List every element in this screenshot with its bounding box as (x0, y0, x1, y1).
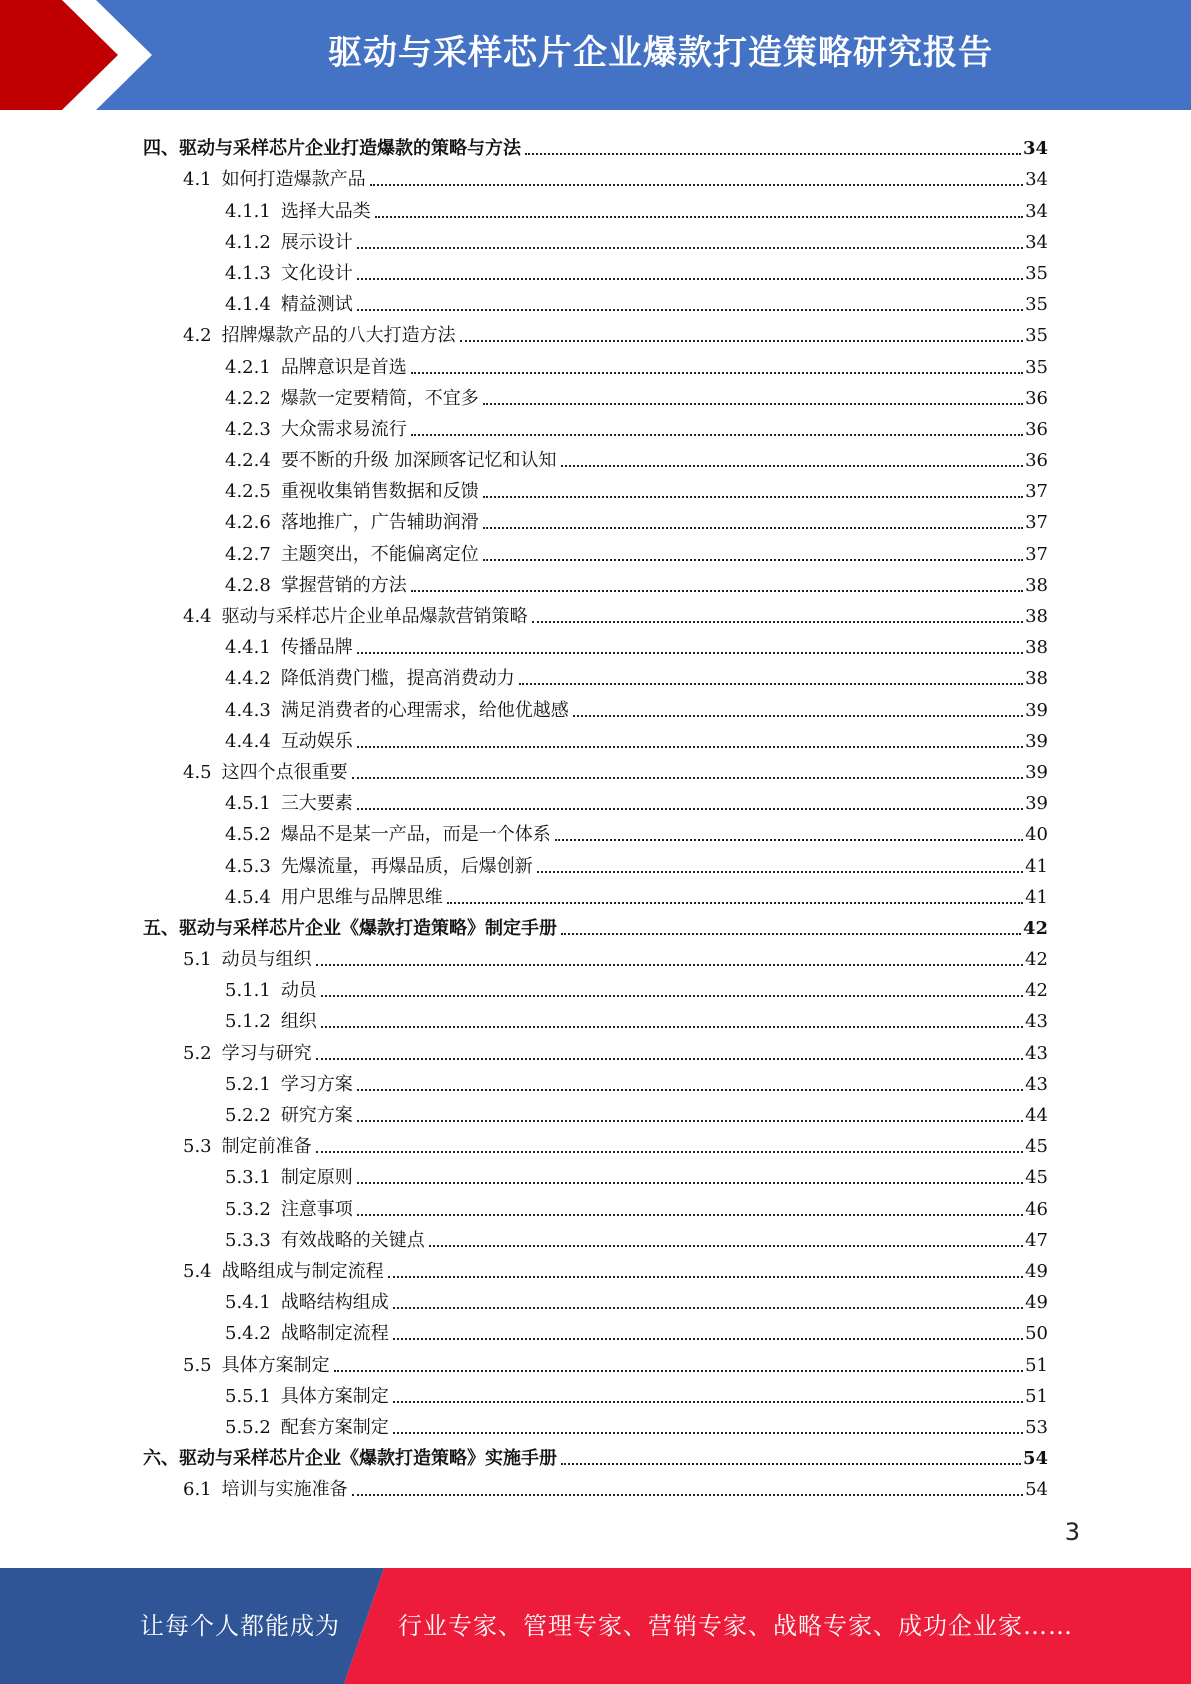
toc-entry-title: 选择大品类 (280, 200, 371, 222)
toc-dot-leader (357, 309, 1023, 311)
toc-entry-number: 5.2 (183, 1042, 212, 1064)
toc-entry-title: 培训与实施准备 (221, 1479, 348, 1501)
toc-entry-page: 45 (1025, 1167, 1048, 1189)
toc-entry-number: 5.3.3 (225, 1229, 271, 1251)
toc-entry-number: 5.4 (183, 1260, 212, 1282)
toc-entry-number: 5.5.1 (225, 1385, 271, 1407)
toc-entry[interactable] (143, 1033, 1048, 1064)
toc-dot-leader (460, 340, 1023, 342)
toc-entry-number: 5.5.2 (225, 1416, 271, 1438)
toc-entry-title: 四、驱动与采样芯片企业打造爆款的策略与方法 (143, 138, 521, 160)
toc-entry-number: 5.5 (183, 1354, 212, 1376)
toc-entry-title: 重视收集销售数据和反馈 (280, 481, 479, 503)
toc-dot-leader (411, 372, 1023, 374)
toc-entry-number: 4.5.3 (225, 855, 271, 877)
toc-dot-leader (357, 1089, 1023, 1091)
toc-entry-page: 49 (1025, 1292, 1048, 1314)
toc-dot-leader (357, 1214, 1023, 1216)
toc-entry-title: 展示设计 (280, 231, 353, 253)
toc-entry-number: 5.4.2 (225, 1323, 271, 1345)
toc-entry[interactable] (143, 316, 1048, 347)
toc-entry-title: 降低消费门槛，提高消费动力 (280, 668, 515, 690)
toc-dot-leader (561, 465, 1024, 467)
toc-dot-leader (561, 933, 1021, 935)
toc-entry[interactable] (143, 566, 1048, 597)
toc-dot-leader (393, 1307, 1023, 1309)
toc-entry-page: 34 (1025, 231, 1048, 253)
toc-entry[interactable] (143, 1002, 1048, 1033)
toc-entry-title: 战略组成与制定流程 (221, 1260, 384, 1282)
toc-entry-number: 4.2.2 (225, 387, 271, 409)
toc-entry-title: 要不断的升级 加深顾客记忆和认知 (280, 450, 557, 472)
toc-entry-title: 具体方案制定 (280, 1385, 389, 1407)
toc-entry-number: 5.1 (183, 949, 212, 971)
toc-entry-page: 54 (1025, 1479, 1048, 1501)
toc-dot-leader (429, 1245, 1023, 1247)
toc-entry-page: 34 (1022, 138, 1048, 160)
toc-dot-leader (483, 559, 1023, 561)
toc-entry-title: 学习方案 (280, 1073, 353, 1095)
toc-dot-leader (555, 839, 1023, 841)
toc-entry-title: 招牌爆款产品的八大打造方法 (221, 325, 456, 347)
toc-dot-leader (357, 808, 1023, 810)
toc-entry-title: 动员 (280, 980, 317, 1002)
toc-entry-title: 组织 (280, 1011, 317, 1033)
toc-entry-page: 53 (1025, 1416, 1048, 1438)
toc-entry-number: 4.5.1 (225, 793, 271, 815)
toc-entry[interactable] (143, 784, 1048, 815)
toc-dot-leader (357, 1120, 1023, 1122)
toc-entry[interactable] (143, 1065, 1048, 1096)
toc-dot-leader (537, 871, 1023, 873)
toc-entry[interactable] (143, 534, 1048, 565)
toc-entry-page: 42 (1025, 980, 1048, 1002)
toc-entry-page: 35 (1025, 356, 1048, 378)
table-of-contents (143, 129, 1048, 1501)
toc-entry-title: 注意事项 (280, 1198, 353, 1220)
toc-entry-number: 4.5.2 (225, 824, 271, 846)
toc-entry-page: 37 (1025, 512, 1048, 534)
toc-dot-leader (483, 496, 1023, 498)
toc-entry-number: 5.3.1 (225, 1167, 271, 1189)
toc-entry-number: 4.4.2 (225, 668, 271, 690)
toc-entry-number: 4.2.3 (225, 418, 271, 440)
toc-entry-title: 动员与组织 (221, 949, 312, 971)
toc-entry-title: 这四个点很重要 (221, 761, 348, 783)
toc-entry-title: 五、驱动与采样芯片企业《爆款打造策略》制定手册 (143, 917, 557, 939)
toc-entry-number: 5.2.1 (225, 1073, 271, 1095)
toc-entry-number: 4.4 (183, 606, 212, 627)
toc-entry-title: 品牌意识是首选 (280, 356, 407, 378)
toc-entry[interactable] (143, 815, 1048, 846)
toc-entry-title: 配套方案制定 (280, 1416, 389, 1438)
toc-entry-title: 主题突出，不能偏离定位 (280, 543, 479, 565)
toc-entry[interactable] (143, 160, 1048, 191)
toc-entry-title: 三大要素 (280, 793, 353, 815)
toc-entry-page: 49 (1025, 1260, 1048, 1282)
toc-entry[interactable] (143, 379, 1048, 410)
toc-entry-page: 36 (1025, 450, 1048, 472)
toc-dot-leader (411, 590, 1023, 592)
toc-entry-title: 掌握营销的方法 (280, 574, 407, 596)
toc-dot-leader (447, 902, 1023, 904)
toc-entry-page: 43 (1025, 1073, 1048, 1095)
toc-entry-title: 爆品不是某一产品，而是一个体系 (280, 824, 551, 846)
toc-entry[interactable] (143, 1283, 1048, 1314)
toc-entry-title: 战略结构组成 (280, 1292, 389, 1314)
toc-entry[interactable] (143, 722, 1048, 753)
toc-dot-leader (370, 184, 1023, 186)
toc-entry-title: 制定前准备 (221, 1136, 312, 1158)
toc-entry[interactable] (143, 940, 1048, 971)
toc-entry[interactable] (143, 191, 1048, 222)
toc-entry[interactable] (143, 909, 1048, 940)
toc-entry-number: 4.1.2 (225, 231, 271, 253)
toc-entry-title: 文化设计 (280, 262, 353, 284)
toc-entry-page: 43 (1025, 1042, 1048, 1064)
toc-entry-page: 45 (1025, 1136, 1048, 1158)
toc-entry-number: 4.4.1 (225, 637, 271, 659)
toc-entry[interactable] (143, 472, 1048, 503)
toc-entry[interactable] (143, 1221, 1048, 1252)
toc-dot-leader (573, 715, 1023, 717)
footer-slogan-right: 行业专家、管理专家、营销专家、战略专家、成功企业家…… (398, 1612, 1073, 1640)
toc-dot-leader (561, 1463, 1021, 1465)
toc-entry-page: 41 (1025, 855, 1048, 877)
toc-entry-page: 35 (1025, 325, 1048, 347)
toc-entry[interactable] (143, 690, 1048, 721)
toc-dot-leader (321, 995, 1023, 997)
toc-entry-number: 4.2.4 (225, 450, 271, 472)
toc-entry-title: 互动娱乐 (280, 730, 353, 752)
toc-entry[interactable] (143, 753, 1048, 784)
toc-entry[interactable] (143, 441, 1048, 472)
toc-entry-title: 战略制定流程 (280, 1323, 389, 1345)
toc-entry-page: 39 (1025, 730, 1048, 752)
toc-entry-number: 4.2.8 (225, 574, 271, 596)
toc-dot-leader (334, 1370, 1023, 1372)
toc-entry-page: 34 (1025, 169, 1048, 191)
toc-dot-leader (483, 403, 1023, 405)
toc-entry-number: 4.5 (183, 761, 212, 783)
toc-entry-number: 4.1.1 (225, 200, 271, 222)
toc-entry-number: 4.1 (183, 169, 212, 191)
toc-entry-number: 5.4.1 (225, 1292, 271, 1314)
toc-entry-page: 36 (1025, 418, 1048, 440)
toc-entry-title: 六、驱动与采样芯片企业《爆款打造策略》实施手册 (143, 1448, 557, 1470)
toc-entry-page: 39 (1025, 699, 1048, 721)
toc-entry[interactable] (143, 503, 1048, 534)
toc-entry-number: 6.1 (183, 1479, 212, 1501)
toc-entry[interactable] (143, 1470, 1048, 1501)
toc-entry-page: 39 (1025, 761, 1048, 783)
toc-entry[interactable] (143, 347, 1048, 378)
toc-entry[interactable] (143, 846, 1048, 877)
toc-dot-leader (357, 1182, 1023, 1184)
toc-entry[interactable] (143, 878, 1048, 909)
toc-entry-title: 研究方案 (280, 1105, 353, 1126)
toc-entry-page: 41 (1025, 886, 1048, 908)
toc-entry-number: 4.4.4 (225, 730, 271, 752)
toc-entry-page: 37 (1025, 543, 1048, 565)
toc-dot-leader (393, 1338, 1023, 1340)
toc-entry-page: 35 (1025, 294, 1048, 316)
toc-entry[interactable] (143, 628, 1048, 659)
toc-entry-number: 5.1.2 (225, 1011, 271, 1033)
toc-entry-title: 学习与研究 (221, 1042, 312, 1064)
toc-entry[interactable] (143, 597, 1048, 628)
toc-entry-title: 用户思维与品牌思维 (280, 886, 443, 908)
toc-entry-number: 4.2 (183, 325, 212, 347)
toc-entry-title: 如何打造爆款产品 (221, 169, 366, 191)
toc-dot-leader (388, 1276, 1023, 1278)
toc-entry-page: 44 (1025, 1105, 1048, 1126)
toc-dot-leader (357, 247, 1023, 249)
toc-entry-number: 4.2.5 (225, 481, 271, 503)
toc-entry[interactable] (143, 223, 1048, 254)
toc-entry-page: 43 (1025, 1011, 1048, 1033)
toc-entry-page: 46 (1025, 1198, 1048, 1220)
toc-entry[interactable] (143, 1314, 1048, 1345)
page-footer (0, 1568, 1191, 1684)
toc-entry-title: 驱动与采样芯片企业单品爆款营销策略 (221, 606, 528, 627)
toc-dot-leader (375, 216, 1023, 218)
toc-entry-page: 39 (1025, 793, 1048, 815)
toc-dot-leader (316, 1151, 1023, 1153)
toc-entry-number: 4.5.4 (225, 886, 271, 908)
toc-entry[interactable] (143, 285, 1048, 316)
toc-entry-page: 47 (1025, 1229, 1048, 1251)
toc-entry-page: 51 (1025, 1385, 1048, 1407)
toc-entry-title: 落地推广，广告辅助润滑 (280, 512, 479, 534)
toc-entry-number: 4.1.3 (225, 262, 271, 284)
toc-entry-page: 34 (1025, 200, 1048, 222)
toc-dot-leader (411, 434, 1023, 436)
toc-entry[interactable] (143, 1377, 1048, 1408)
toc-entry-title: 传播品牌 (280, 637, 353, 659)
toc-entry[interactable] (143, 1096, 1048, 1127)
toc-entry-number: 4.2.6 (225, 512, 271, 534)
toc-entry-title: 满足消费者的心理需求，给他优越感 (280, 699, 569, 721)
toc-entry[interactable] (143, 1439, 1048, 1470)
toc-dot-leader (352, 1494, 1023, 1496)
toc-entry-page: 50 (1025, 1323, 1048, 1345)
toc-entry-page: 38 (1025, 574, 1048, 596)
toc-entry-page: 35 (1025, 262, 1048, 284)
page-number: 3 (1064, 1518, 1080, 1546)
toc-entry-title: 精益测试 (280, 294, 353, 316)
toc-entry-page: 38 (1025, 606, 1048, 627)
toc-dot-leader (393, 1432, 1023, 1434)
toc-entry-title: 爆款一定要精简，不宜多 (280, 387, 479, 409)
toc-entry-title: 具体方案制定 (221, 1354, 330, 1376)
toc-entry-page: 40 (1025, 824, 1048, 846)
toc-entry-title: 先爆流量，再爆品质，后爆创新 (280, 855, 533, 877)
toc-entry[interactable] (143, 1127, 1048, 1158)
toc-entry-page: 36 (1025, 387, 1048, 409)
toc-entry[interactable] (143, 1345, 1048, 1376)
toc-dot-leader (316, 964, 1023, 966)
toc-entry-number: 4.4.3 (225, 699, 271, 721)
toc-entry-page: 54 (1022, 1448, 1048, 1470)
toc-entry[interactable] (143, 659, 1048, 690)
toc-entry[interactable] (143, 129, 1048, 160)
toc-entry[interactable] (143, 971, 1048, 1002)
toc-entry-number: 4.1.4 (225, 294, 271, 316)
toc-entry-page: 38 (1025, 637, 1048, 659)
toc-dot-leader (321, 1026, 1023, 1028)
toc-entry-title: 大众需求易流行 (280, 418, 407, 440)
toc-entry[interactable] (143, 1252, 1048, 1283)
toc-entry[interactable] (143, 1408, 1048, 1439)
toc-entry-number: 5.3.2 (225, 1198, 271, 1220)
toc-entry-number: 5.2.2 (225, 1105, 271, 1126)
footer-slogan-left: 让每个人都能成为 (140, 1612, 340, 1640)
toc-entry[interactable] (143, 1189, 1048, 1220)
toc-entry-page: 37 (1025, 481, 1048, 503)
toc-dot-leader (357, 278, 1023, 280)
toc-entry-page: 42 (1025, 949, 1048, 971)
toc-entry-page: 38 (1025, 668, 1048, 690)
page-header (0, 0, 1191, 110)
toc-dot-leader (352, 777, 1023, 779)
toc-entry-page: 51 (1025, 1354, 1048, 1376)
toc-entry[interactable] (143, 1158, 1048, 1189)
toc-entry-number: 5.3 (183, 1136, 212, 1158)
toc-dot-leader (357, 652, 1023, 654)
toc-dot-leader (393, 1401, 1023, 1403)
toc-entry-title: 制定原则 (280, 1167, 353, 1189)
toc-entry[interactable] (143, 254, 1048, 285)
toc-dot-leader (483, 527, 1023, 529)
toc-dot-leader (357, 746, 1023, 748)
report-title: 驱动与采样芯片企业爆款打造策略研究报告 (328, 33, 993, 73)
toc-dot-leader (316, 1058, 1023, 1060)
toc-dot-leader (525, 153, 1021, 155)
toc-entry-number: 5.1.1 (225, 980, 271, 1002)
toc-dot-leader (519, 683, 1023, 685)
toc-entry[interactable] (143, 410, 1048, 441)
toc-dot-leader (532, 621, 1023, 623)
toc-entry-page: 42 (1022, 917, 1048, 939)
toc-entry-number: 4.2.1 (225, 356, 271, 378)
toc-entry-number: 4.2.7 (225, 543, 271, 565)
toc-entry-title: 有效战略的关键点 (280, 1229, 425, 1251)
